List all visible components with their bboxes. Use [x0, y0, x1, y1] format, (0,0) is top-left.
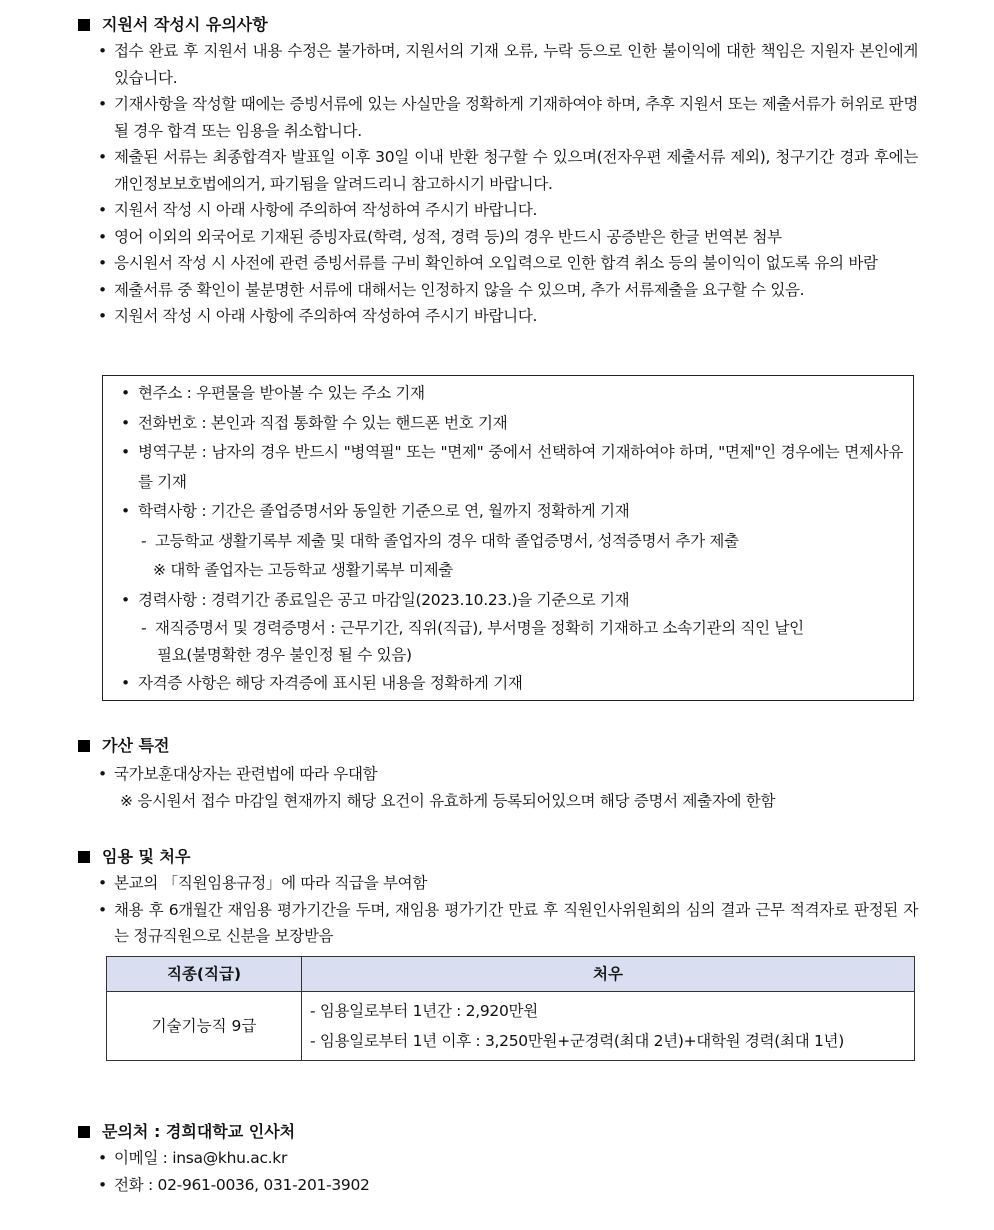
- list-item: • 영어 이외의 외국어로 기재된 증빙자료(학력, 성적, 경력 등)의 경우 반드시 공증받은 한글 번역본 첨부: [78, 224, 918, 251]
- field-instructions-box: [102, 375, 914, 701]
- sub-item-text-continued: 필요(불명확한 경우 불인정 될 수 있음): [157, 646, 412, 664]
- grade-cell: 기술기능직 9급: [107, 992, 302, 1061]
- bonus-heading: [78, 733, 918, 759]
- sub-item: [111, 527, 903, 557]
- cautions-heading: [78, 12, 918, 38]
- contact-title: 문의처 : 경희대학교 인사처: [102, 1121, 296, 1141]
- header-grade: 직종(직급): [107, 957, 302, 992]
- list-item: • 자격증 사항은 해당 자격증에 표시된 내용을 정확하게 기재: [111, 669, 903, 699]
- table-row: [107, 992, 915, 1061]
- treatment-cell: [302, 992, 915, 1061]
- list-item: • 지원서 작성 시 아래 사항에 주의하여 작성하여 주시기 바랍니다.: [78, 197, 918, 224]
- list-item: • 경력사항 : 경력기간 종료일은 공고 마감일(2023.10.23.)을 기준으로 기재: [111, 586, 903, 616]
- field-instructions-list: [111, 379, 903, 699]
- list-item: • 채용 후 6개월간 재임용 평가기간을 두며, 재임용 평가기간 만료 후 직원인사위원회의 심의 결과 근무 적격자로 판정된 자는 정규직원으로 신분을 보장받음: [78, 897, 918, 950]
- list-item: • 기재사항을 작성할 때에는 증빙서류에 있는 사실만을 정확하게 기재하여야 하며, 추후 지원서 또는 제출서류가 허위로 판명될 경우 합격 또는 임용을 취소합니다.: [78, 91, 918, 144]
- square-bullet-icon: [78, 740, 90, 752]
- treatment-table: [106, 956, 915, 1061]
- contact-section: [78, 1119, 918, 1198]
- treatment-line: - 임용일로부터 1년 이후 : 3,250만원+군경력(최대 2년)+대학원 경력(최대 1년): [310, 1032, 844, 1050]
- appointment-section: [78, 844, 918, 950]
- square-bullet-icon: [78, 19, 90, 31]
- contact-list: [78, 1145, 918, 1198]
- bonus-list: [78, 761, 918, 814]
- cautions-list: [78, 38, 918, 330]
- list-item: • 접수 완료 후 지원서 내용 수정은 불가하며, 지원서의 기재 오류, 누락 등으로 인한 불이익에 대한 책임은 지원자 본인에게 있습니다.: [78, 38, 918, 91]
- treatment-line: - 임용일로부터 1년간 : 2,920만원: [310, 1002, 538, 1020]
- list-item: • 지원서 작성 시 아래 사항에 주의하여 작성하여 주시기 바랍니다.: [78, 303, 918, 330]
- square-bullet-icon: [78, 1126, 90, 1138]
- list-item: • 학력사항 : 기간은 졸업증명서와 동일한 기준으로 연, 월까지 정확하게 기재: [111, 497, 903, 527]
- sub-item: [111, 615, 903, 669]
- list-item: • 전화번호 : 본인과 직접 통화할 수 있는 핸드폰 번호 기재: [111, 409, 903, 439]
- list-item: • 본교의 「직원임용규정」에 따라 직급을 부여함: [78, 870, 918, 897]
- appointment-heading: [78, 844, 918, 870]
- bonus-section: [78, 733, 918, 814]
- list-item: • 제출된 서류는 최종합격자 발표일 이후 30일 이내 반환 청구할 수 있으며(전자우편 제출서류 제외), 청구기간 경과 후에는 개인정보보호법에의거, 파기됨을 알려드리니 참고하시기 바랍니다.: [78, 144, 918, 197]
- list-item: • 병역구분 : 남자의 경우 반드시 "병역필" 또는 "면제" 중에서 선택하여 기재하여야 하며, "면제"인 경우에는 면제사유를 기재: [111, 438, 903, 497]
- square-bullet-icon: [78, 851, 90, 863]
- cautions-section: [78, 12, 918, 330]
- list-item: • 제출서류 중 확인이 불분명한 서류에 대해서는 인정하지 않을 수 있으며, 추가 서류제출을 요구할 수 있음.: [78, 277, 918, 304]
- contact-heading: [78, 1119, 918, 1145]
- dash-marker: -: [141, 619, 147, 637]
- list-item: • 현주소 : 우편물을 받아볼 수 있는 주소 기재: [111, 379, 903, 409]
- appointment-title: 임용 및 처우: [102, 846, 191, 866]
- list-item: • 국가보훈대상자는 관련법에 따라 우대함: [78, 761, 918, 788]
- sub-item-text: 재직증명서 및 경력증명서 : 근무기간, 직위(직급), 부서명을 정확히 기재하고 소속기관의 직인 날인: [155, 619, 804, 637]
- appointment-list: [78, 870, 918, 950]
- note-item: ※ 대학 졸업자는 고등학교 생활기록부 미제출: [153, 561, 453, 579]
- bonus-title: 가산 특전: [102, 735, 170, 755]
- note-item: ※ 응시원서 접수 마감일 현재까지 해당 요건이 유효하게 등록되어있으며 해당 증명서 제출자에 한함: [120, 791, 776, 810]
- contact-email: • 이메일 : insa@khu.ac.kr: [78, 1145, 918, 1172]
- contact-phone: • 전화 : 02-961-0036, 031-201-3902: [78, 1172, 918, 1199]
- sub-item-text: 고등학교 생활기록부 제출 및 대학 졸업자의 경우 대학 졸업증명서, 성적증명서 추가 제출: [155, 531, 739, 550]
- dash-marker: -: [141, 531, 147, 550]
- table-header-row: [107, 957, 915, 992]
- header-treatment: 처우: [302, 957, 915, 992]
- cautions-title: 지원서 작성시 유의사항: [102, 14, 268, 34]
- list-item: • 응시원서 작성 시 사전에 관련 증빙서류를 구비 확인하여 오입력으로 인한 합격 취소 등의 불이익이 없도록 유의 바람: [78, 250, 918, 277]
